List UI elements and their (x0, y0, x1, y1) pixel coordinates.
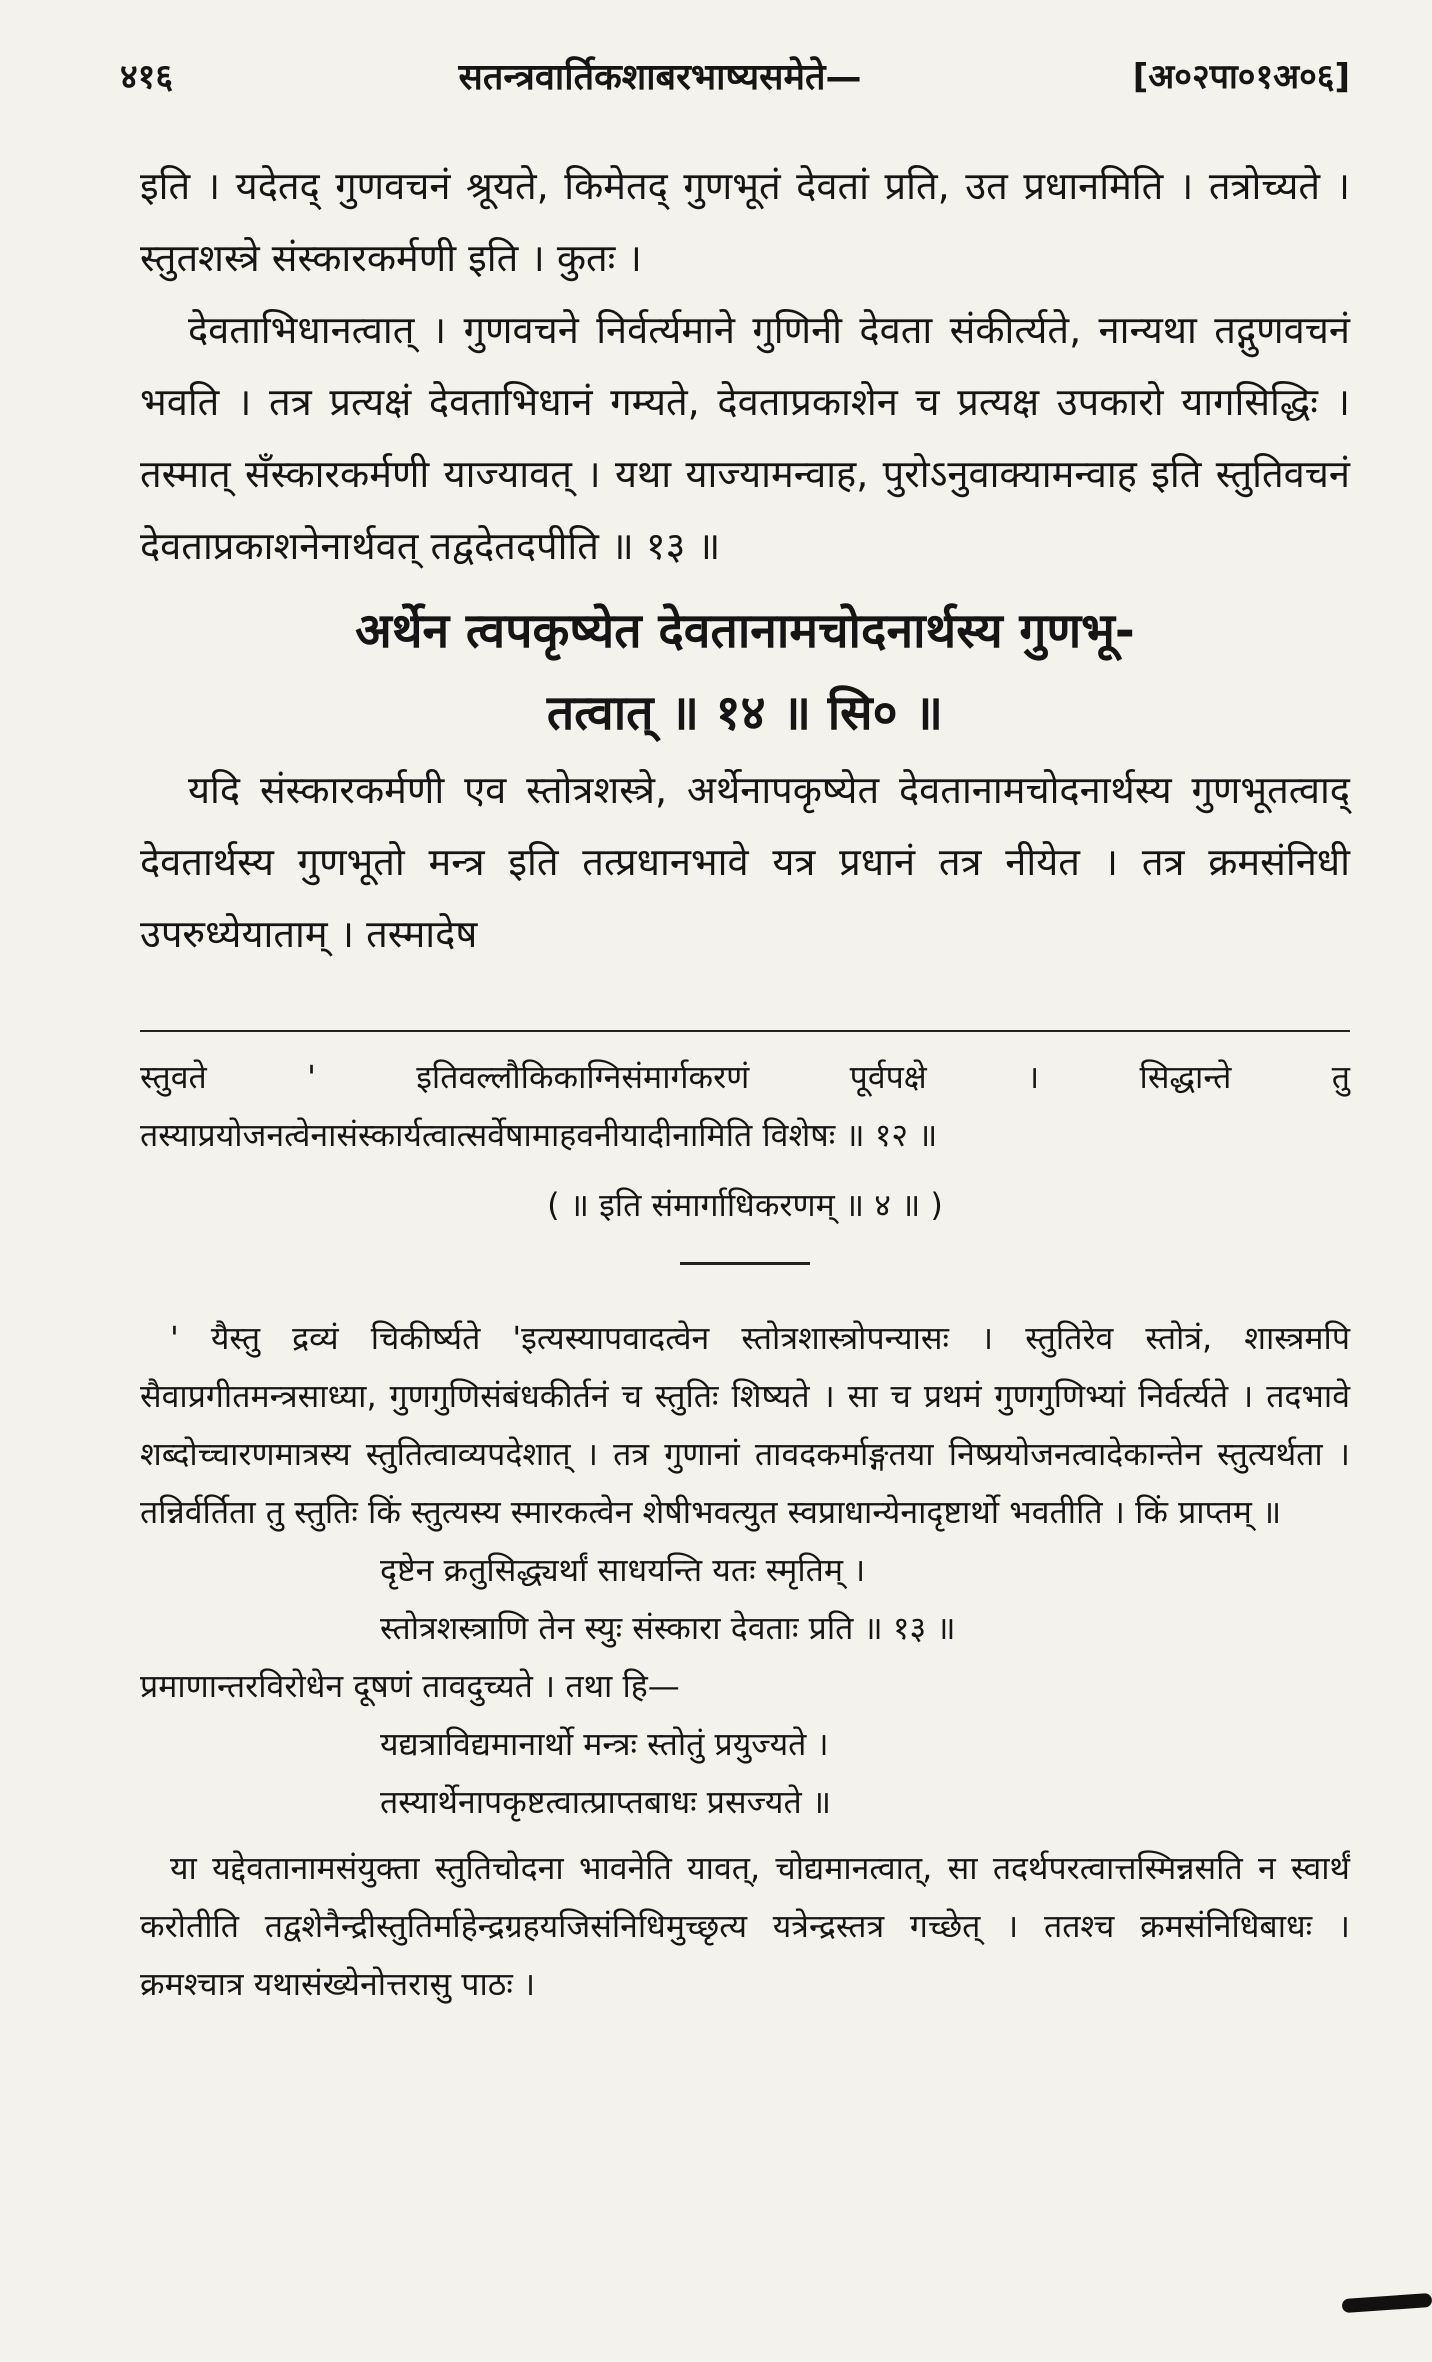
bhashya-paragraph-3: यदि संस्कारकर्मणी एव स्तोत्रशस्त्रे, अर्थेनापकृष्येत देवतानामचोदनार्थस्य गुणभूतत्वाद् देवतार्थस्य गुणभूतो मन्त्र इति तत्प्रधानभावे यत्र प्रधानं तत्र नीयेत । तत्र क्रमसंनिधी उपरुध्येयाताम् । तस्मादेष (140, 768, 1350, 956)
section-end-marker: ( ॥ इति संमार्गाधिकरणम् ॥ ४ ॥ ) (547, 1186, 943, 1224)
bhashya-paragraph-1: इति । यदेतद् गुणवचनं श्रूयते, किमेतद् गुणभूतं देवतां प्रति, उत प्रधानमिति । तत्रोच्यते । स्तुतशस्त्रे संस्कारकर्मणी इति । कुतः । (140, 164, 1350, 280)
commentary-line-1: स्तुवते ' इतिवल्लौकिकाग्निसंमार्गकरणं पूर्वपक्षे । सिद्धान्ते तु तस्याप्रयोजनत्वेनासंस्कार्यत्वात्सर्वेषामाहवनीयादीनामिति विशेषः ॥ १२ ॥ (140, 1058, 1350, 1154)
sutra-line-1: अर्थेन त्वपकृष्येत देवतानामचोदनार्थस्य गुणभू- (355, 603, 1135, 659)
running-header (120, 40, 1350, 110)
running-title: सतन्त्रवार्तिकशाबरभाष्यसमेते— (458, 56, 862, 98)
verse-2-line-2: तस्यार्थेनापकृष्टत्वात्प्राप्तबाधः प्रसज्यते ॥ (380, 1783, 832, 1821)
verse-2-line-1: यद्यत्राविद्यमानार्थो मन्त्रः स्तोतुं प्रयुज्यते । (380, 1725, 829, 1763)
section-divider (680, 1262, 810, 1265)
verse-1-line-1: दृष्टेन क्रतुसिद्ध्यर्थां साधयन्ति यतः स्मृतिम् । (380, 1551, 866, 1589)
sutra-line-2: तत्वात् ॥ १४ ॥ सि० ॥ (546, 685, 944, 741)
footnote-divider (140, 1030, 1350, 1032)
ink-smudge (1342, 2293, 1432, 2313)
verse-1-line-2: स्तोत्रशस्त्राणि तेन स्युः संस्कारा देवताः प्रति ॥ १३ ॥ (380, 1609, 956, 1647)
commentary-paragraph-b: प्रमाणान्तरविरोधेन दूषणं तावदुच्यते । तथा हि— (140, 1667, 680, 1705)
chapter-reference: [अ०२पा०१अ०६] (1132, 57, 1350, 97)
commentary-paragraph-c: या यद्देवतानामसंयुक्ता स्तुतिचोदना भावनेति यावत्, चोद्यमानत्वात्, सा तदर्थपरत्वात्तस्मिन्नसति न स्वार्थं करोतीति तद्वशेनैन्द्रीस्तुतिर्माहेन्द्रग्रहयजिसंनिधिमुच्छृत्य यत्रेन्द्रस्तत्र गच्छेत् । ततश्च क्रमसंनिधिबाधः । क्रमश्चात्र यथासंख्येनोत्तरासु पाठः । (140, 1849, 1350, 2003)
bhashya-paragraph-2: देवताभिधानत्वात् । गुणवचने निर्वर्त्यमाने गुणिनी देवता संकीर्त्यते, नान्यथा तद्गुणवचनं भवति । तत्र प्रत्यक्षं देवताभिधानं गम्यते, देवताप्रकाशेन च प्रत्यक्ष उपकारो यागसिद्धिः । तस्मात् सँस्कारकर्मणी याज्यावत् । यथा याज्यामन्वाह, पुरोऽनुवाक्यामन्वाह इति स्तुतिवचनं देवताप्रकाशनेनार्थवत् तद्वदेतदपीति ॥ १३ ॥ (140, 308, 1350, 568)
page-number: ४१६ (120, 57, 174, 97)
commentary-section (140, 1048, 1350, 2013)
main-text (140, 150, 1350, 970)
commentary-paragraph-a: ' यैस्तु द्रव्यं चिकीर्ष्यते 'इत्यस्यापवादत्वेन स्तोत्रशास्त्रोपन्यासः । स्तुतिरेव स्तोत्रं, शास्त्रमपि सैवाप्रगीतमन्त्रसाध्या, गुणगुणिसंबंधकीर्तनं च स्तुतिः शिष्यते । सा च प्रथमं गुणगुणिभ्यां निर्वर्त्यते । तदभावे शब्दोच्चारणमात्रस्य स्तुतित्वाव्यपदेशात् । तत्र गुणानां तावदकर्माङ्गतया निष्प्रयोजनत्वादेकान्तेन स्तुत्यर्थता । तन्निर्वर्तिता तु स्तुतिः किं स्तुत्यस्य स्मारकत्वेन शेषीभवत्युत स्वप्राधान्येनादृष्टार्थो भवतीति । किं प्राप्तम् ॥ (140, 1319, 1350, 1531)
